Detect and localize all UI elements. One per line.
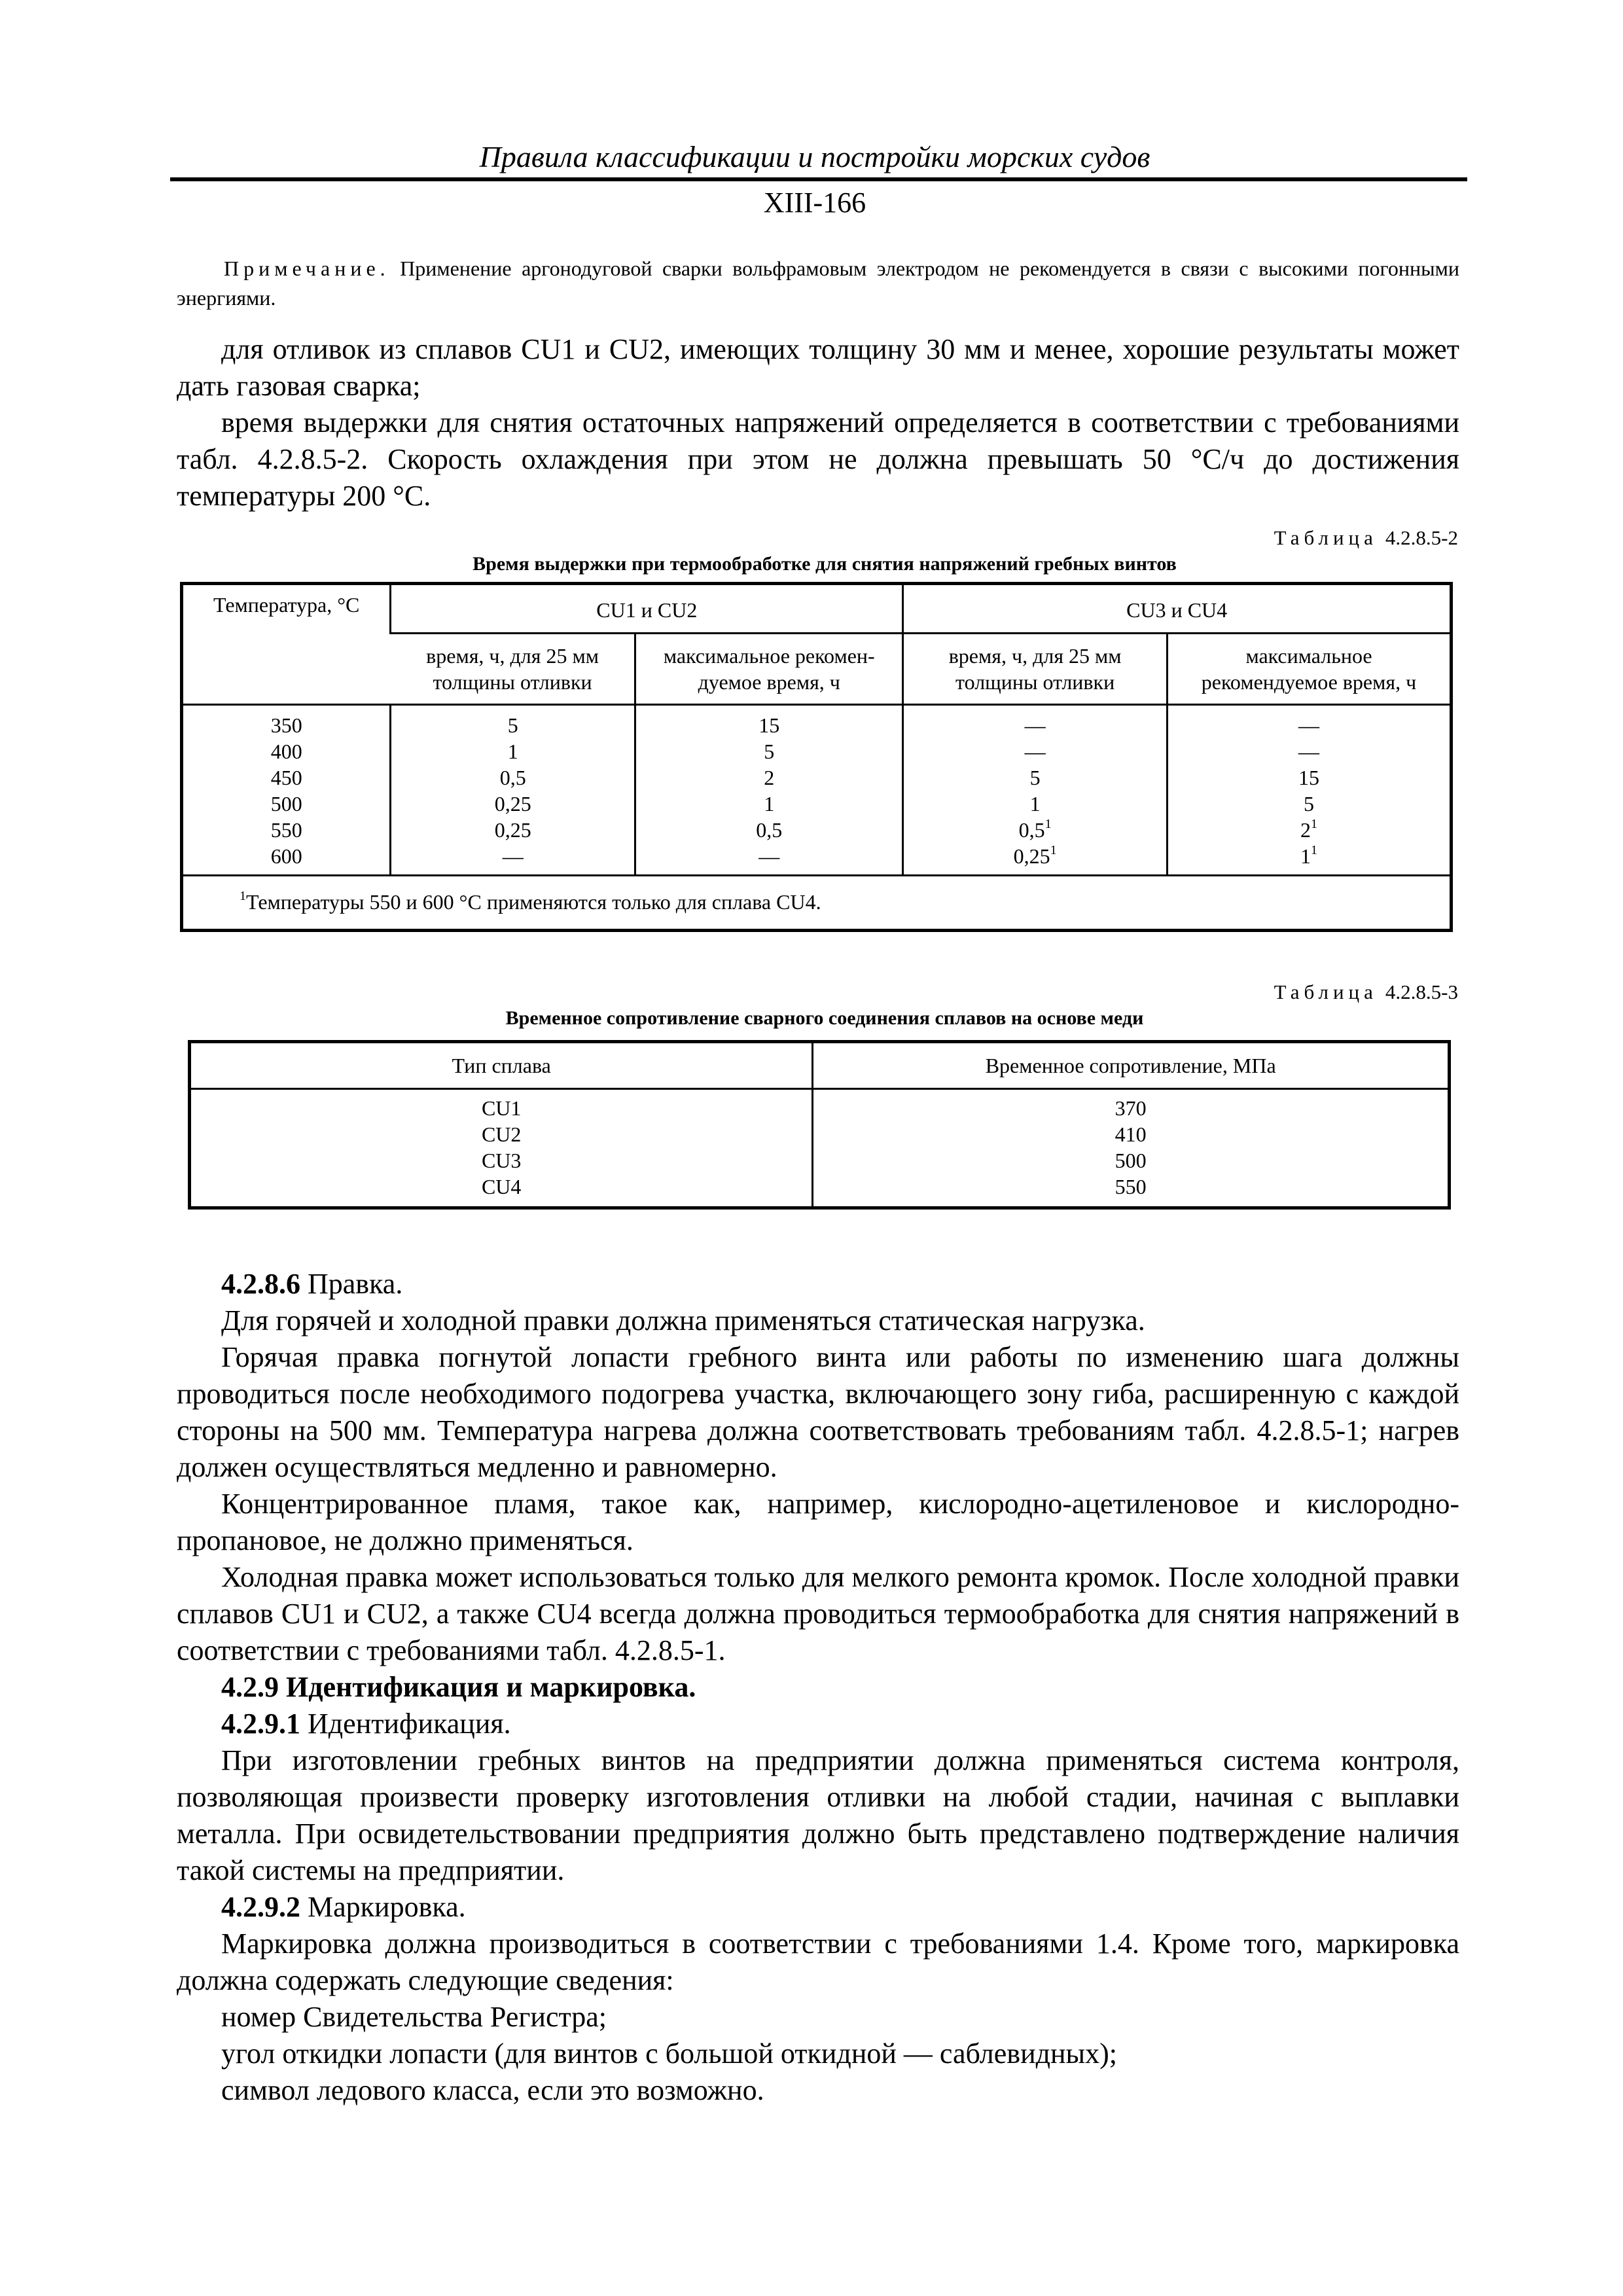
table-cell: 0,25$^1$: [1013, 843, 1057, 868]
table-cell: 450: [270, 766, 302, 789]
table-cell: —: [1298, 740, 1319, 763]
table-cell: 2: [764, 766, 775, 789]
table1-col-temp-values: [182, 705, 391, 876]
list-item-certificate: номер Свидетельства Регистра;: [221, 2001, 607, 2033]
table-cell: 1: [507, 740, 518, 763]
table1-body: [182, 705, 1452, 876]
table-cell: 550: [1115, 1175, 1147, 1198]
table-cell: 600: [270, 844, 302, 868]
section-4-2-9-1-heading: [177, 1706, 1459, 1742]
page-number: XIII-166: [763, 187, 866, 219]
paragraph-cold-straightening: Холодная правка может использоваться только для мелкого ремонта кромок. После холодной правки сплавов CU1 и CU2, а также CU4 всегда должна проводиться термообработка для снятия напряжений в соответствии с требованиями табл. 4.2.8.5-1.: [177, 1561, 1459, 1666]
table-cell: 410: [1115, 1122, 1147, 1146]
table-cell: 1: [1029, 792, 1041, 816]
footnote-mark: 1: [1310, 843, 1317, 857]
table-cell: 0,5: [499, 766, 526, 789]
table-cell: —: [502, 844, 524, 868]
running-title: Правила классификации и постройки морских судов: [479, 140, 1150, 173]
table1-footnote-row: [182, 876, 1452, 931]
table1-col-b2-values: [1167, 705, 1451, 876]
section-title: Маркировка.: [308, 1891, 466, 1923]
table1-col-a1-values: [391, 705, 635, 876]
paragraph-holding-time: время выдержки для снятия остаточных напряжений определяется в соответствии с требованиями табл. 4.2.8.5-2. Скорость охлаждения при этом не должна превышать 50 °C/ч до достижения температуры 200 °C.: [177, 406, 1459, 512]
table-cell: CU2: [481, 1122, 522, 1146]
note-label: Примечание.: [224, 257, 390, 280]
table-cell: CU1: [481, 1096, 522, 1120]
table2-caption: [1274, 979, 1458, 1005]
paragraph-hot-straightening: Горячая правка погнутой лопасти гребного винта или работы по изменению шага должны проводиться после необходимого подогрева участка, включающего зону гиба, расширенную с каждой стороны на 500 мм. Температура нагрева должна соответствовать требованиям табл. 4.2.8.5-1; нагрев должен осуществляться медленно и равномерно.: [177, 1341, 1459, 1483]
table1-group-cu1-cu2: CU1 и CU2: [391, 584, 903, 634]
section-number: 4.2.8.6: [221, 1268, 300, 1300]
table-cell: 500: [270, 792, 302, 816]
table-cell: 0,5: [756, 818, 783, 842]
table-cell: CU4: [481, 1175, 522, 1198]
paragraph-static-load: Для горячей и холодной правки должна применяться статическая нагрузка.: [221, 1304, 1145, 1336]
footnote-mark: 1: [1050, 843, 1057, 857]
table1-footnote: [182, 876, 1452, 931]
table1-title: Время выдержки при термообработке для снятия напряжений гребных винтов: [473, 553, 1177, 575]
table-cell: 15: [1298, 766, 1319, 789]
table-cell: 5: [1029, 766, 1041, 789]
table1-col-b1-values: [903, 705, 1168, 876]
section-title: Правка.: [308, 1268, 403, 1300]
paragraph-identification: При изготовлении гребных винтов на предприятии должна применяться система контроля, позволяющая произвести проверку изготовления отливки на любой стадии, начиная с выплавки металла. При освидетельствовании предприятия должно быть представлено подтверждение наличия такой системы на предприятии.: [177, 1744, 1459, 1886]
table1-col-temperature: Температура, °С: [182, 584, 391, 705]
section-number: 4.2.9.1: [221, 1708, 300, 1740]
section-4-2-9-2-heading: [177, 1889, 1459, 1926]
table-cell: 370: [1115, 1096, 1147, 1120]
table2-body: [190, 1089, 1450, 1208]
table1-header-row: [182, 584, 1452, 634]
table2-title: Временное сопротивление сварного соединения сплавов на основе меди: [505, 1007, 1144, 1029]
table-cell: CU3: [481, 1149, 522, 1172]
table-cell: —: [758, 844, 780, 868]
table-cell: 550: [270, 818, 302, 842]
table-cell: 15: [758, 713, 780, 737]
table1-label: Таблица: [1274, 526, 1378, 549]
section-heading: 4.2.9 Идентификация и маркировка.: [221, 1671, 696, 1703]
table2-col-alloy: Тип сплава: [190, 1042, 813, 1089]
table1-sub-b2: максимальное рекомендуемое время, ч: [1167, 634, 1451, 705]
paragraph-flame: Концентрированное пламя, такое как, например, кислородно-ацетиленовое и кислородно-пропановое, не должно применяться.: [177, 1488, 1459, 1556]
footnote-mark: 1: [240, 889, 246, 903]
table-cell: 350: [270, 713, 302, 737]
table-cell: —: [1024, 713, 1046, 737]
table-cell: —: [1298, 713, 1319, 737]
table-cell: 400: [270, 740, 302, 763]
table1-footnote-text: Температуры 550 и 600 °С применяются только для сплава CU4.: [246, 890, 821, 914]
table-cell: $0,5^1$: [1018, 817, 1052, 842]
table1-number: 4.2.8.5-2: [1385, 526, 1458, 549]
list-item-skew-angle: угол откидки лопасти (для винтов с большой откидной — саблевидных);: [221, 2037, 1117, 2070]
table-tensile-strength: [188, 1040, 1451, 1210]
table2-alloy-values: [190, 1089, 813, 1208]
table2-label: Таблица: [1274, 980, 1378, 1003]
table1-caption: [1274, 525, 1458, 551]
footnote-mark: 1: [1310, 817, 1317, 831]
table-cell: 1: [764, 792, 775, 816]
table-cell: $2^1$: [1300, 817, 1317, 842]
note: [177, 254, 1459, 313]
footnote-mark: 1: [1044, 817, 1052, 831]
paragraph-marking: Маркировка должна производиться в соответствии с требованиями 1.4. Кроме того, маркировка должна содержать следующие сведения:: [177, 1928, 1459, 1996]
table1-group-cu3-cu4: CU3 и CU4: [903, 584, 1452, 634]
table-cell: 500: [1115, 1149, 1147, 1172]
paragraph-gas-welding: для отливок из сплавов CU1 и CU2, имеющих толщину 30 мм и менее, хорошие результаты может дать газовая сварка;: [177, 333, 1459, 402]
table2-number: 4.2.8.5-3: [1385, 980, 1458, 1003]
table-cell: 0,25: [494, 818, 531, 842]
table-cell: $1^1$: [1300, 843, 1317, 868]
table-cell: 0,25: [494, 792, 531, 816]
table1-sub-a1: время, ч, для 25 мм толщины отливки: [391, 634, 635, 705]
header-rule: [170, 177, 1467, 181]
table1-sub-b1: время, ч, для 25 мм толщины отливки: [903, 634, 1168, 705]
section-title: Идентификация.: [308, 1708, 511, 1740]
table1-sub-a2: максимальное рекомен- дуемое время, ч: [635, 634, 903, 705]
section-4-2-9-heading: [177, 1669, 1459, 1706]
table-cell: 5: [507, 713, 518, 737]
table-cell: —: [1024, 740, 1046, 763]
note-text: Применение аргонодуговой сварки вольфрамовым электродом не рекомендуется в связи с высокими погонными энергиями.: [177, 257, 1460, 310]
list-item-ice-class: символ ледового класса, если это возможно.: [221, 2074, 764, 2106]
table2-col-strength: Временное сопротивление, МПа: [813, 1042, 1450, 1089]
section-number: 4.2.9.2: [221, 1891, 300, 1923]
table2-strength-values: [813, 1089, 1450, 1208]
table2-header-row: [190, 1042, 1450, 1089]
table1-col-a2-values: [635, 705, 903, 876]
table-cell: 5: [764, 740, 775, 763]
section-4-2-8-6-heading: [177, 1266, 1459, 1302]
table-cell: 5: [1303, 792, 1314, 816]
table-heat-treatment: [180, 582, 1453, 932]
